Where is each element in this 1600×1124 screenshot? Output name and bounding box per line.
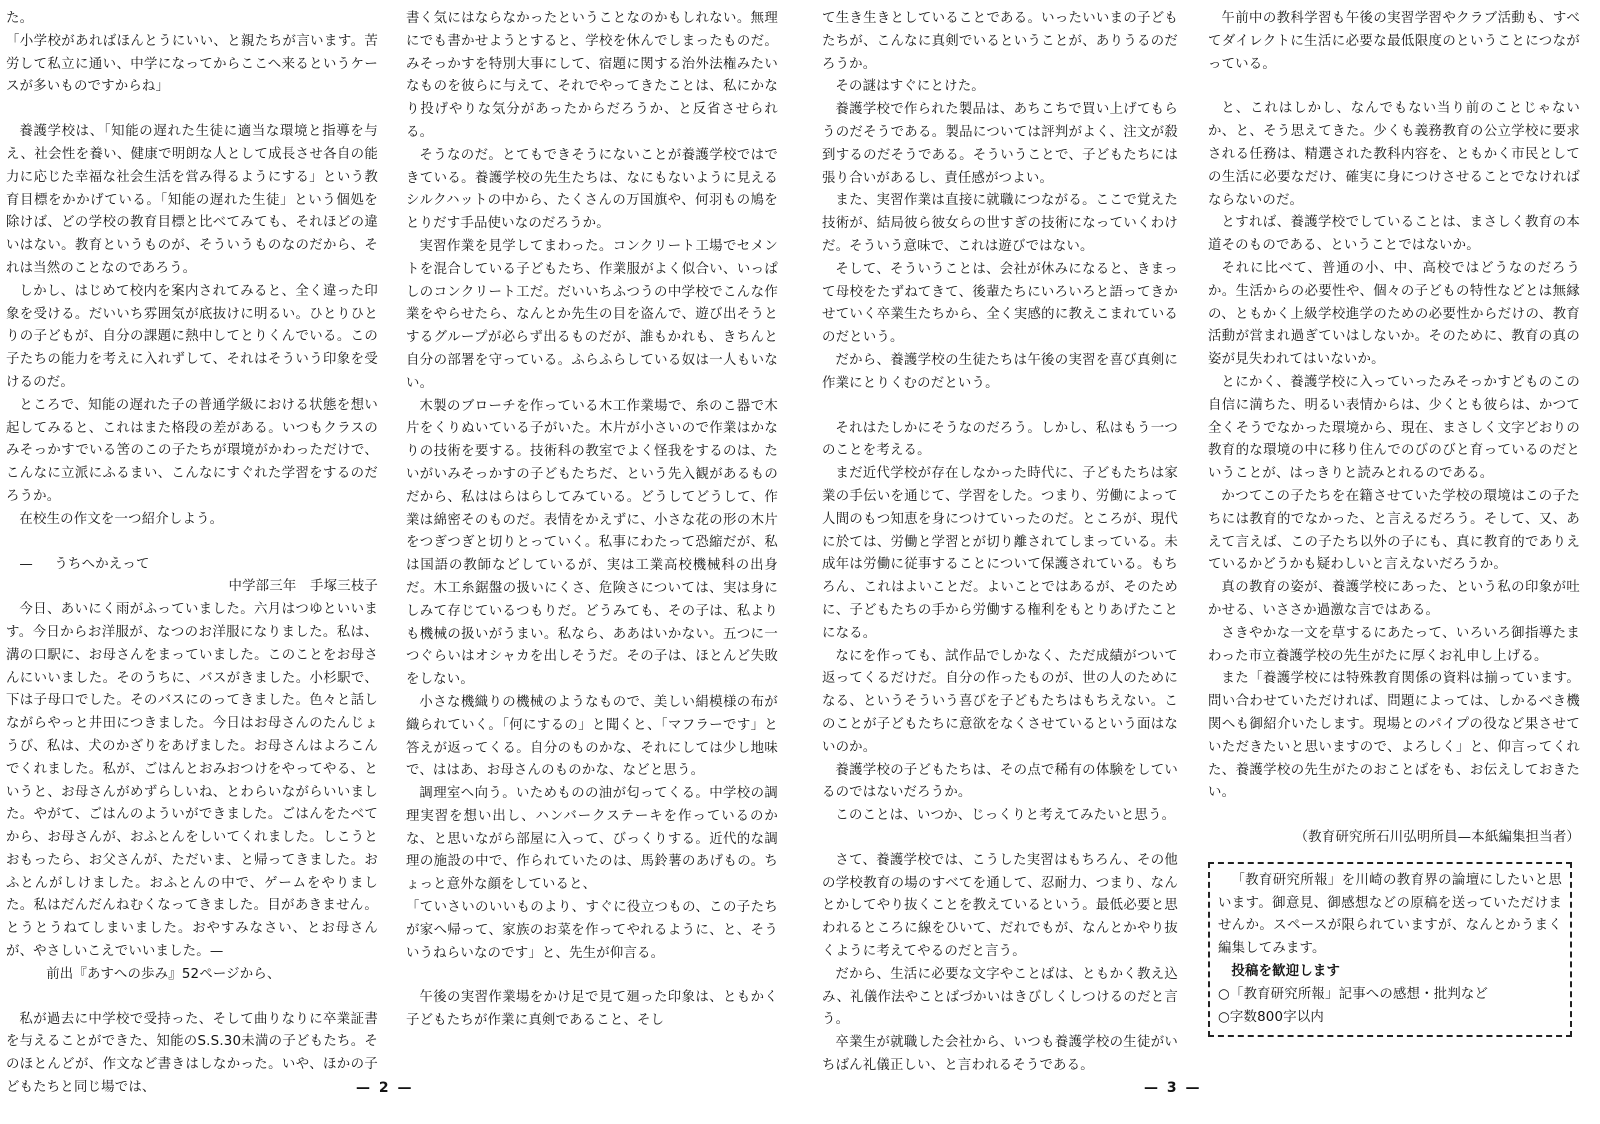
paragraph: このことは、いつか、じっくりと考えてみたいと思う。: [835, 808, 1176, 824]
notice-heading: 投稿を歓迎します: [1231, 964, 1341, 980]
paragraph: その謎はすぐにとけた。: [835, 79, 985, 95]
paragraph: さきやかな一文を草するにあたって、いろいろ御指導たまわった市立養護学校の先生がたに厚くお礼申し上げる。: [1208, 625, 1580, 664]
spacer: [6, 532, 378, 554]
page-3-column-1: [822, 8, 1178, 1074]
paragraph: た。: [6, 11, 34, 26]
paragraph: 午前中の教科学習も午後の実習学習やクラブ活動も、すべてダイレクトに生活に必要な最低限度のということにつながっている。: [1208, 11, 1580, 72]
paragraph: 木製のブローチを作っている木工作業場で、糸のこ器で木片をくりぬいている子がいた。木片が小さいので作業はかなりの技術を要する。技術科の教室でよく怪我をするのは、たいがいみそっかすの子どもたちだ、という先入観があるものだから、私ははらはらしてみている。どうしてどうして、作業は綿密そのものだ。表情をかえずに、小さな花の形の木片をつぎつぎと切りとっていく。私事にわたって恐縮だが、私は国語の教師などしているが、実は工業高校機械科の出身だ。木工糸鋸盤の扱いにくさ、危険さについては、実は身にしみて存じているつもりだ。どうみても、その子は、私よりも機械の扱いがうまい。私なら、ああはいかない。五つに一つぐらいはオシャカを出しそうだ。その子は、ほとんど失敗をしない。: [406, 398, 778, 688]
page-2-column-2: [406, 8, 778, 1068]
paragraph: 養護学校で作られた製品は、あちこちで買い上げてもらうのだそうである。製品については評判がよく、注文が殺到するのだそうである。そういうことで、子どもたちには張り合いがあるし、責任感がつよい。: [822, 102, 1178, 186]
paragraph: 調理室へ向う。いためものの油が匂ってくる。中学校の調理実習を想い出し、ハンバークステーキを作っているのかな、と思いながら部屋に入って、びっくりする。近代的な調理の施設の中で、作られていたのは、馬鈴薯のあげもの。ちょっと意外な顔をしていると、: [406, 786, 778, 893]
paragraph: そうなのだ。とてもできそうにないことが養護学校ではできている。養護学校の先生たちは、なにもないように見えるシルクハットの中から、たくさんの万国旗や、何羽もの鳩をとりだす手品使いなのだろうか。: [406, 147, 778, 232]
paragraph: 養護学校は、「知能の遅れた生徒に適当な環境と指導を与え、社会性を養い、健康で明朗な人として成長させ各自の能力に応じた幸福な社会生活を営み得るようにする」という教育目標をかかげている。「知能の遅れた生徒」という個処を除けば、どの学校の教育目標と比べてみても、それほどの違いはない。教育というものが、そういうものなのだから、それは当然のことなのであろう。: [6, 124, 378, 276]
spacer: [6, 987, 378, 1009]
paragraph: 書く気にはならなかったということなのかもしれない。無理にでも書かせようとすると、学校を休んでしまったものだ。みそっかすを特別大事にして、宿題に関する治外法権みたいなものを彼らに与えて、それでやってきたことは、私にかなり投げやりな気分があったからだろうか、と反省させられる。: [406, 11, 778, 140]
page-number: — 2 —: [356, 1080, 414, 1096]
essay-body: 今日、あいにく雨がふっていました。六月はつゆといいます。今日からお洋服が、なつのお洋服になりました。私は、溝の口駅に、お母さんをまっていました。このことをお母さんにいいました。そのうちに、バスがきました。小杉駅で、下は子母口でした。そのバスにのってきました。色々と話しながらやっと井田につきました。今日はお母さんのたんじょうび、私は、犬のかざりをあげました。お母さんはよろこんでくれました。私が、ごはんとおみおつけをやってやる、というと、お母さんがめずらしいね、とわらいながらいいました。やがて、ごはんのよういができました。ごはんをたべてから、お母さんが、おふとんをしいてくれました。しこうとおもったら、お父さんが、ただいま、と帰ってきました。おふとんがしけました。おふとんの中で、ゲームをやりました。私はだんだんねむくなってきました。目があきません。とうとうねてしまいました。おやすみなさい、とお母さんが、やさしいこえでいいました。—: [6, 602, 378, 960]
paragraph: ところで、知能の遅れた子の普通学級における状態を想い起してみると、これはまた格段の差がある。いつもクラスのみそっかすでいる筈のこの子たちが環境がかわっただけで、こんなに立派にふるまい、こんなにすぐれた学習をするのだろうか。: [6, 397, 378, 504]
paragraph: とすれば、養護学校でしていることは、まさしく教育の本道そのものである、ということではないか。: [1208, 215, 1580, 254]
spacer: [1208, 76, 1580, 98]
notice-item: ○「教育研究所報」記事への感想・批判など: [1218, 986, 1489, 1002]
page-number: — 3 —: [1144, 1080, 1202, 1096]
notice-text: 「教育研究所報」を川崎の教育界の論壇にしたいと思います。御意見、御感想などの原稿を送っていただけませんか。スペースが限られていますが、なんとかうまく編集してみます。: [1218, 872, 1562, 957]
paragraph: かつてこの子たちを在籍させていた学校の環境はこの子たちには教育的でなかった、と言えるだろう。そして、又、あえて言えば、この子たち以外の子にも、真に教育的でありえているかどうかも疑わしいと言えないだろうか。: [1208, 488, 1580, 573]
paragraph: それはたしかにそうなのだろう。しかし、私はもう一つのことを考える。: [822, 420, 1178, 459]
paragraph: 養護学校の子どもたちは、その点で稀有の体験をしているのではないだろうか。: [822, 762, 1178, 801]
paragraph: だから、生活に必要な文字やことばは、ともかく教え込み、礼儀作法やことばづかいはきびしくしつけるのだと言う。: [822, 966, 1178, 1028]
paragraph: 真の教育の姿が、養護学校にあった、という私の印象が吐かせる、いささか過激な言ではある。: [1208, 580, 1580, 618]
paragraph: さて、養護学校では、こうした実習はもちろん、その他の学校教育の場のすべてを通して、忍耐力、つまり、なんとかしてやり抜くことを教えているという。最低必要と思われるところに線をひいて、だれでもが、なんとかやり抜くように考えてやるのだと言う。: [822, 852, 1178, 960]
paragraph: また、実習作業は直接に就職につながる。ここで覚えた技術が、結局彼ら彼女らの世すぎの技術になっていくわけだ。そういう意味で、これは遊びではない。: [822, 193, 1178, 254]
paragraph: 実習作業を見学してまわった。コンクリート工場でセメントを混合している子どもたち、作業服がよく似合い、いっぱしのコンクリート工だ。だいいちふつうの中学校でこんな作業をやらせたら、なんとか先生の目を盗んで、遊び出そうとするグループが必らず出るものだが、誰もかれも、きちんと自分の部署を守っている。ふらふらしている奴は一人もいない。: [406, 238, 778, 391]
spacer: [6, 99, 378, 121]
paragraph: 私が過去に中学校で受持った、そして曲りなりに卒業証書を与えることができた、知能のS.S.30未満の子どもたち。そのほとんどが、作文など書きはしなかった。いや、ほかの子どもたちと同じ場では、: [6, 1011, 378, 1096]
paragraph: とにかく、養護学校に入っていったみそっかすどものこの自信に満ちた、明るい表情からは、少くとも彼らは、かつて全くそうでなかった環境から、現在、まさしく文字どおりの教育的な環境の中に移り住んでのびのびと育っているのだということが、はっきりと読みとれるのである。: [1208, 374, 1580, 482]
paragraph: 卒業生が就職した会社から、いつも養護学校の生徒がいちばん礼儀正しい、と言われるそうである。: [822, 1035, 1178, 1074]
spacer: [406, 965, 778, 987]
spacer: [822, 396, 1178, 418]
spacer: [1208, 805, 1580, 827]
paragraph: て生き生きとしていることである。いったいいまの子どもたちが、こんなに真剣でいるということが、ありうるのだろうか。: [822, 11, 1178, 72]
notice-item: ○字数800字以内: [1218, 1009, 1324, 1025]
essay-title-text: うちへかえって: [54, 556, 150, 572]
quote-paragraph: 「ていさいのいいものより、すぐに役立つもの、この子たちが家へ帰って、家族のお菜を作ってやれるように、と、そういうねらいなのです」と、先生が仰言る。: [406, 900, 778, 961]
essay-author: 中学部三年 手塚三枝子: [228, 579, 378, 595]
paragraph: 小さな機織りの機械のようなもので、美しい絹模様の布が織られていく。「何にするの」と聞くと、「マフラーです」と答えが返ってくる。自分のものかな、それにしては少し地味で、ははあ、お母さんのものかな、などと思う。: [406, 694, 778, 779]
spacer: [822, 828, 1178, 850]
paragraph: なにを作っても、試作品でしかなく、ただ成績がついて返ってくるだけだ。自分の作ったものが、世の人のためになる、というそういう喜びを子どもたちはもちえない。このことが子どもたちに意欲をなくさせているという面はないのか。: [822, 648, 1178, 755]
author-credit: （教育研究所石川弘明所員—本紙編集担当者）: [1294, 830, 1580, 846]
paragraph: また「養護学校には特殊教育関係の資料は揃っています。問い合わせていただければ、問題によっては、しかるべき機関へも御紹介いたします。現場とのパイプの役など果させていただきたいと思いますので、よろしく」と、仰言ってくれた、養護学校の先生がたのおことばをも、お伝えしておきたい。: [1208, 671, 1580, 801]
page-3: [800, 0, 1600, 1124]
paragraph: それに比べて、普通の小、中、高校ではどうなのだろうか。生活からの必要性や、個々の子どもの特性などとは無縁の、ともかく上級学校進学のための必要性からだけの、教育活動が営まれ過ぎていはしないか。そのために、教育の真の姿が見失われてはいないか。: [1208, 260, 1580, 368]
paragraph: と、これはしかし、なんでもない当り前のことじゃないか、と、そう思えてきた。少くも義務教育の公立学校に要求される任務は、精選された教科内容を、ともかく市民としての生活に必要なだけ、確実に身につけさせることでなければならないのだ。: [1208, 101, 1580, 208]
paragraph: 在校生の作文を一つ紹介しよう。: [19, 511, 224, 527]
source-citation: 前出『あすへの歩み』52ページから、: [46, 966, 281, 982]
page-3-column-2: [1208, 8, 1580, 1068]
paragraph: しかし、はじめて校内を案内されてみると、全く違った印象を受ける。だいいち雰囲気が底抜けに明るい。ひとりひとりの子どもが、自分の課題に熱中してとりくんでいる。この子たちの能力を考えに入れずして、それはそういう印象を受けるのだ。: [6, 283, 378, 390]
submission-notice-box: [1208, 862, 1572, 1038]
paragraph: まだ近代学校が存在しなかった時代に、子どもたちは家業の手伝いを通じて、学習をした。つまり、労働によって人間のもつ知恵を身につけていったのだ。ところが、現代に於ては、労働と学習とが切り離されてしまっている。未成年は労働に従事することについて保護されている。もちろん、これはよいことだ。よいことではあるが、そのために、子どもたちの手から労働する権利をもとりあげたことになる。: [822, 466, 1178, 641]
page-2-column-1: [6, 8, 378, 1096]
essay-dash: —: [19, 556, 33, 572]
quote-paragraph: 「小学校があればほんとうにいい、と親たちが言います。苦労して私立に通い、中学になってからここへ来るというケースが多いものですからね」: [6, 33, 378, 95]
paragraph: だから、養護学校の生徒たちは午後の実習を喜び真剣に作業にとりくむのだという。: [822, 352, 1178, 391]
paragraph: 午後の実習作業場をかけ足で見て廻った印象は、ともかく子どもたちが作業に真剣であること、そし: [406, 990, 778, 1029]
paragraph: そして、そういうことは、会社が休みになると、きまって母校をたずねてきて、後輩たちにいろいろと語ってきかせていく卒業生たちから、全く実感的に教えこまれているのだという。: [822, 261, 1178, 346]
essay-title: [6, 554, 378, 577]
